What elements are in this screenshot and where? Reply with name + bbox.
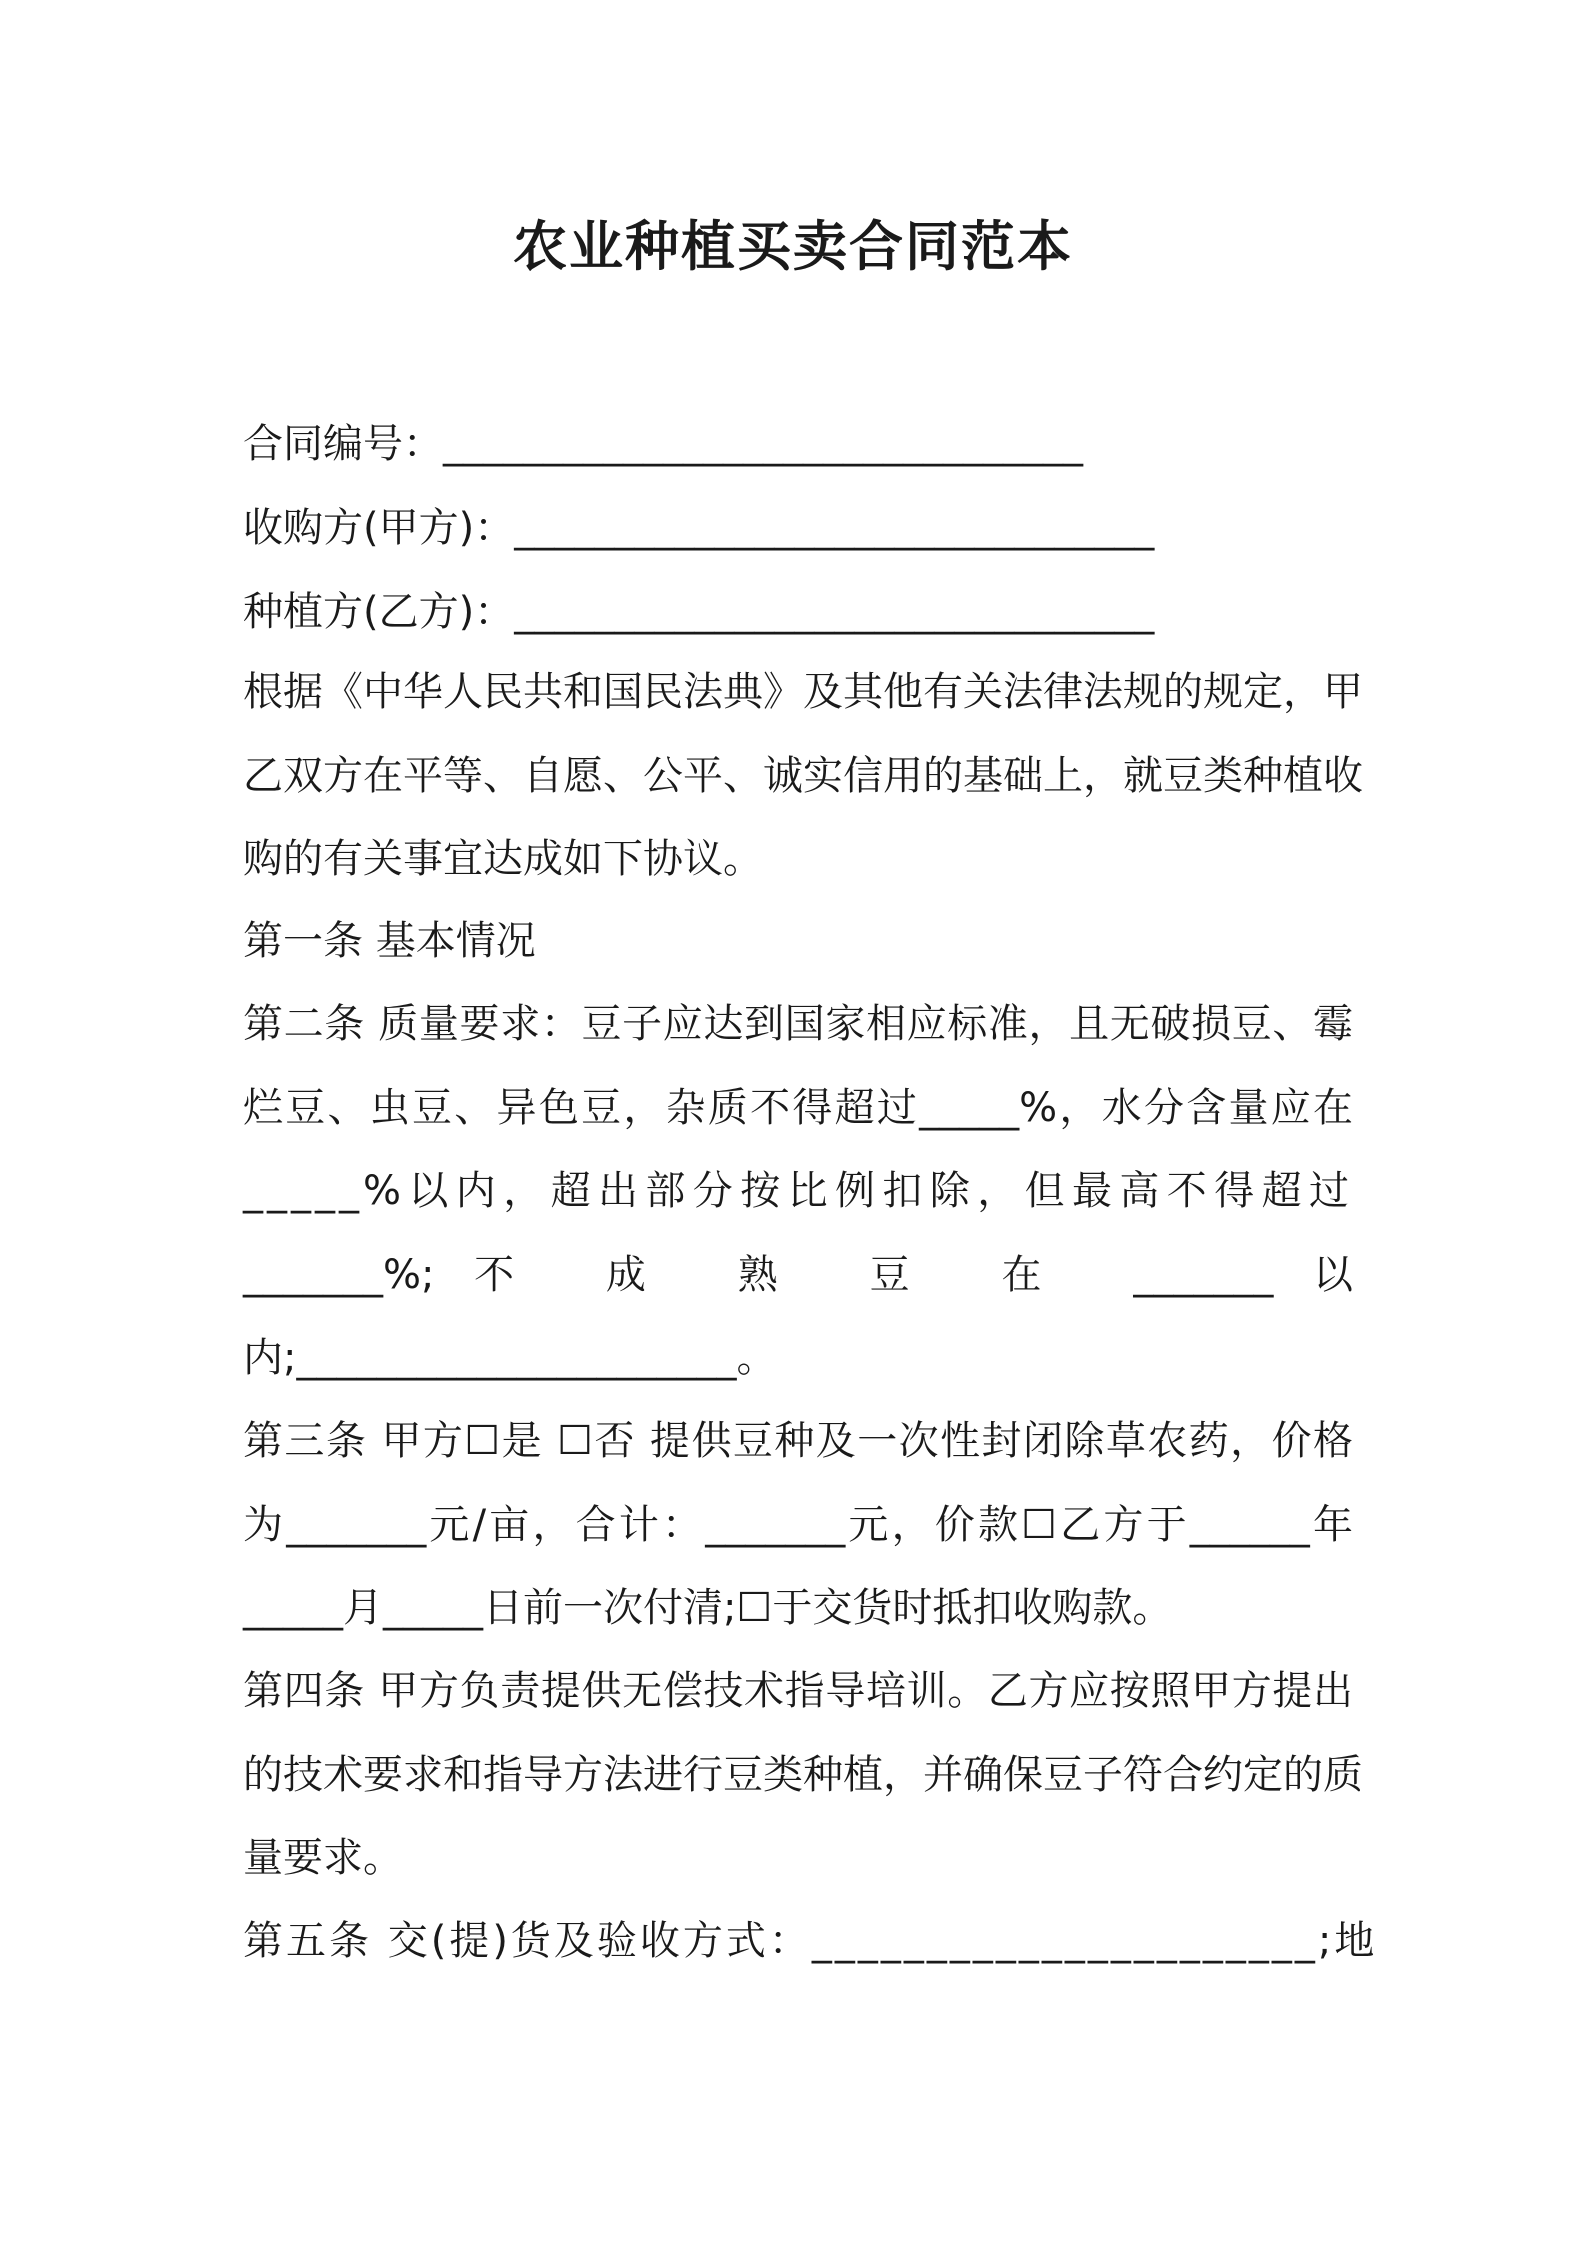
article-4-line-2: 的技术要求和指导方法进行豆类种植，并确保豆子符合约定的质 (243, 1752, 1363, 1798)
article-4-line-3: 量要求。 (243, 1835, 403, 1881)
article-2-line-3: _____%以内，超出部分按比例扣除，但最高不得超过 (243, 1168, 1353, 1214)
article-3-line-3: _____月_____日前一次付清;☐于交货时抵扣收购款。 (243, 1585, 1173, 1631)
buyer-party-line: 收购方(甲方)：________________________________ (243, 505, 1155, 551)
article-1-heading: 第一条 基本情况 (243, 918, 536, 964)
grower-party-line: 种植方(乙方)：________________________________ (243, 589, 1155, 635)
article-2-line-4: _______%;不 成 熟 豆 在 _______以 (243, 1252, 1353, 1298)
document-title: 农业种植买卖合同范本 (513, 215, 1073, 278)
article-2-line-1: 第二条 质量要求：豆子应达到国家相应标准，且无破损豆、霉 (243, 1001, 1353, 1047)
article-2-line-5: 内;______________________。 (243, 1335, 777, 1381)
article-3-line-2: 为_______元/亩，合计：_______元，价款☐乙方于______年 (243, 1502, 1353, 1548)
article-3-line-1: 第三条 甲方☐是 ☐否 提供豆种及一次性封闭除草农药，价格 (243, 1418, 1353, 1464)
article-2-line-2: 烂豆、虫豆、异色豆，杂质不得超过_____%，水分含量应在 (243, 1085, 1353, 1131)
preamble-line-1: 根据《中华人民共和国民法典》及其他有关法律法规的规定，甲 (243, 669, 1363, 715)
preamble-line-2: 乙双方在平等、自愿、公平、诚实信用的基础上，就豆类种植收 (243, 753, 1363, 799)
article-5-line-1: 第五条 交(提)货及验收方式：______________________;地 (243, 1918, 1378, 1964)
preamble-line-3: 购的有关事宜达成如下协议。 (243, 836, 763, 882)
contract-number-line: 合同编号：________________________________ (243, 421, 1083, 467)
article-4-line-1: 第四条 甲方负责提供无偿技术指导培训。乙方应按照甲方提出 (243, 1668, 1353, 1714)
